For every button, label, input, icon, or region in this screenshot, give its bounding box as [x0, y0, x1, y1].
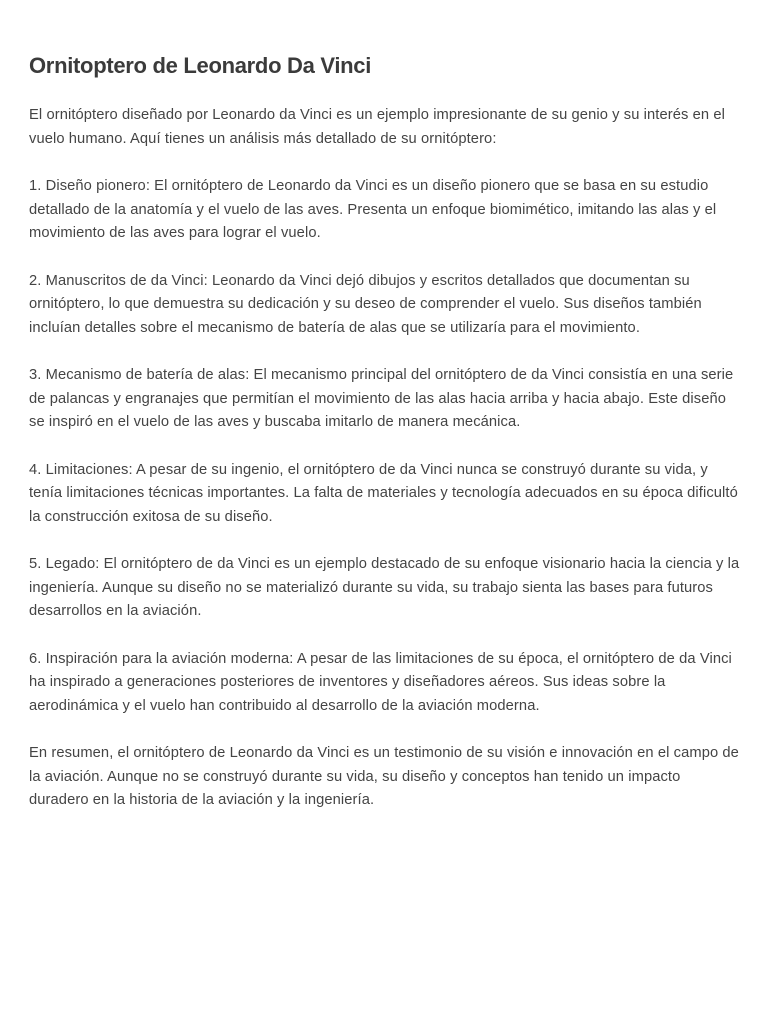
page-title: Ornitoptero de Leonardo Da Vinci [29, 53, 372, 78]
paragraph-limitations: 4. Limitaciones: A pesar de su ingenio, el ornitóptero de da Vinci nunca se construyó durante su vida, y tenía limitaciones técnicas importantes. La falta de materiales y tecnología adecuados en su época dificultó la construcción exitosa de su diseño. [29, 461, 738, 525]
paragraph-pioneer-design: 1. Diseño pionero: El ornitóptero de Leonardo da Vinci es un diseño pionero que se basa en su estudio detallado de la anatomía y el vuelo de las aves. Presenta un enfoque biomimético, imitando las alas y el movimiento de las aves para lograr el vuelo. [29, 178, 717, 241]
summary-paragraph: En resumen, el ornitóptero de Leonardo da Vinci es un testimonio de su visión e innovación en el campo de la aviación. Aunque no se construyó durante su vida, su diseño y conceptos han tenido un impacto duradero en la historia de la aviación y la ingeniería. [29, 745, 739, 808]
paragraph-wing-mechanism: 3. Mecanismo de batería de alas: El mecanismo principal del ornitóptero de da Vinci consistía en una serie de palancas y engranajes que permitían el movimiento de las alas hacia arriba y hacia abajo. Este diseño se inspiró en el vuelo de las aves y buscaba imitarlo de manera mecánica. [29, 367, 734, 430]
paragraph-modern-aviation: 6. Inspiración para la aviación moderna: A pesar de las limitaciones de su época, el ornitóptero de da Vinci ha inspirado a generaciones posteriores de inventores y diseñadores aéreos. Sus ideas sobre la aerodinámica y el vuelo han contribuido al desarrollo de la aviación moderna. [29, 650, 732, 714]
intro-paragraph: El ornitóptero diseñado por Leonardo da Vinci es un ejemplo impresionante de su genio y su interés en el vuelo humano. Aquí tienes un análisis más detallado de su ornitóptero: [29, 107, 725, 147]
paragraph-manuscripts: 2. Manuscritos de da Vinci: Leonardo da Vinci dejó dibujos y escritos detallados que documentan su ornitóptero, lo que demuestra su dedicación y su deseo de comprender el vuelo. Sus diseños también incluían detalles sobre el mecanismo de batería de alas que se utilizaría para el movimiento. [29, 272, 702, 336]
paragraph-legacy: 5. Legado: El ornitóptero de da Vinci es un ejemplo destacado de su enfoque visionario hacia la ciencia y la ingeniería. Aunque su diseño no se materializó durante su vida, su trabajo sienta las bases para futuros desarrollos en la aviación. [29, 556, 740, 619]
